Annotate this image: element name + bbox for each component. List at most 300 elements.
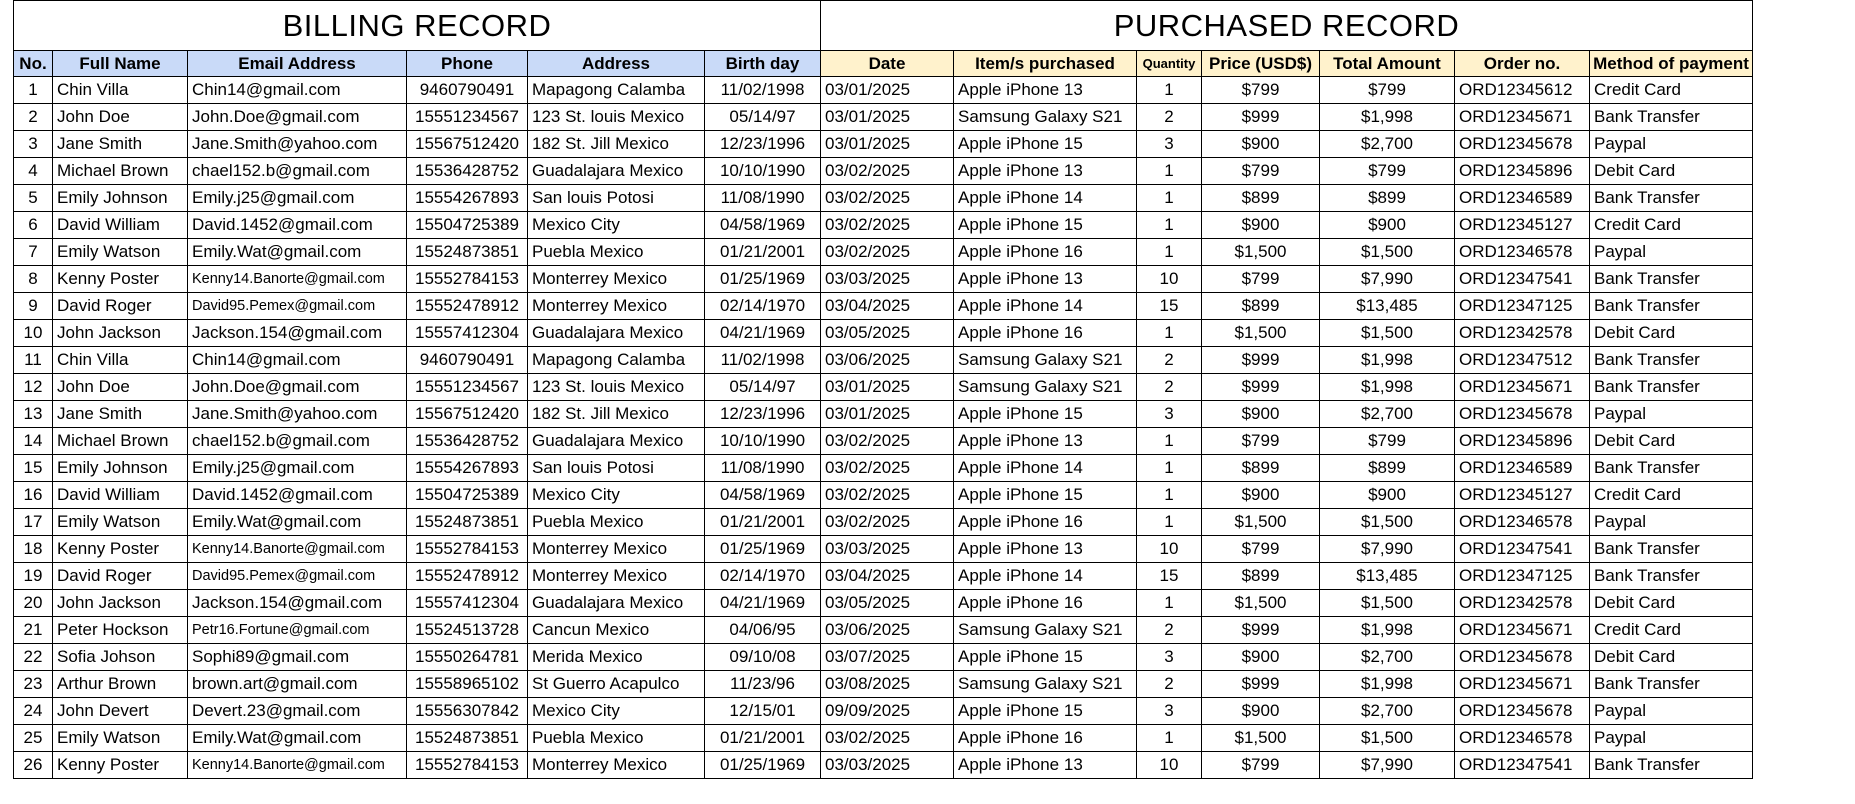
cell-price[interactable]: $799 [1202, 77, 1320, 104]
cell-address[interactable]: Monterrey Mexico [528, 752, 705, 779]
cell-order-no[interactable]: ORD12345671 [1455, 671, 1590, 698]
cell-email[interactable]: Jackson.154@gmail.com [188, 320, 407, 347]
cell-item-purchased[interactable]: Apple iPhone 13 [954, 77, 1137, 104]
cell-quantity[interactable]: 2 [1137, 104, 1202, 131]
cell-birth-day[interactable]: 04/58/1969 [705, 482, 821, 509]
cell-date[interactable]: 09/09/2025 [821, 698, 954, 725]
cell-birth-day[interactable]: 12/23/1996 [705, 401, 821, 428]
cell-full-name[interactable]: Kenny Poster [53, 752, 188, 779]
cell-phone[interactable]: 15557412304 [407, 320, 528, 347]
cell-date[interactable]: 03/02/2025 [821, 725, 954, 752]
cell-date[interactable]: 03/02/2025 [821, 482, 954, 509]
cell-quantity[interactable]: 1 [1137, 509, 1202, 536]
cell-full-name[interactable]: John Doe [53, 104, 188, 131]
cell-date[interactable]: 03/04/2025 [821, 293, 954, 320]
cell-item-purchased[interactable]: Apple iPhone 16 [954, 239, 1137, 266]
cell-item-purchased[interactable]: Apple iPhone 14 [954, 563, 1137, 590]
cell-birth-day[interactable]: 10/10/1990 [705, 428, 821, 455]
cell-price[interactable]: $799 [1202, 266, 1320, 293]
cell-email[interactable]: Emily.Wat@gmail.com [188, 725, 407, 752]
cell-email[interactable]: Petr16.Fortune@gmail.com [188, 617, 407, 644]
cell-order-no[interactable]: ORD12345127 [1455, 482, 1590, 509]
cell-item-purchased[interactable]: Samsung Galaxy S21 [954, 104, 1137, 131]
cell-quantity[interactable]: 10 [1137, 266, 1202, 293]
cell-no[interactable]: 3 [14, 131, 53, 158]
cell-phone[interactable]: 15552784153 [407, 266, 528, 293]
cell-address[interactable]: Merida Mexico [528, 644, 705, 671]
cell-total-amount[interactable]: $2,700 [1320, 131, 1455, 158]
cell-item-purchased[interactable]: Samsung Galaxy S21 [954, 347, 1137, 374]
cell-price[interactable]: $899 [1202, 455, 1320, 482]
cell-order-no[interactable]: ORD12347512 [1455, 347, 1590, 374]
cell-phone[interactable]: 15567512420 [407, 401, 528, 428]
cell-quantity[interactable]: 1 [1137, 158, 1202, 185]
cell-full-name[interactable]: John Doe [53, 374, 188, 401]
cell-no[interactable]: 9 [14, 293, 53, 320]
header-order-no[interactable]: Order no. [1455, 51, 1590, 77]
cell-date[interactable]: 03/03/2025 [821, 266, 954, 293]
cell-full-name[interactable]: Arthur Brown [53, 671, 188, 698]
cell-email[interactable]: Chin14@gmail.com [188, 347, 407, 374]
cell-quantity[interactable]: 3 [1137, 644, 1202, 671]
cell-no[interactable]: 16 [14, 482, 53, 509]
cell-item-purchased[interactable]: Apple iPhone 14 [954, 455, 1137, 482]
cell-method-of-payment[interactable]: Paypal [1590, 509, 1753, 536]
header-phone[interactable]: Phone [407, 51, 528, 77]
cell-method-of-payment[interactable]: Paypal [1590, 401, 1753, 428]
cell-birth-day[interactable]: 02/14/1970 [705, 293, 821, 320]
cell-full-name[interactable]: Jane Smith [53, 401, 188, 428]
cell-email[interactable]: Emily.j25@gmail.com [188, 185, 407, 212]
header-total-amount[interactable]: Total Amount [1320, 51, 1455, 77]
cell-full-name[interactable]: Peter Hockson [53, 617, 188, 644]
cell-full-name[interactable]: Jane Smith [53, 131, 188, 158]
cell-address[interactable]: St Guerro Acapulco [528, 671, 705, 698]
cell-order-no[interactable]: ORD12346578 [1455, 725, 1590, 752]
cell-order-no[interactable]: ORD12345127 [1455, 212, 1590, 239]
cell-total-amount[interactable]: $799 [1320, 77, 1455, 104]
cell-quantity[interactable]: 1 [1137, 590, 1202, 617]
cell-method-of-payment[interactable]: Paypal [1590, 698, 1753, 725]
cell-total-amount[interactable]: $900 [1320, 482, 1455, 509]
cell-total-amount[interactable]: $7,990 [1320, 752, 1455, 779]
cell-full-name[interactable]: David Roger [53, 563, 188, 590]
cell-order-no[interactable]: ORD12345678 [1455, 401, 1590, 428]
cell-item-purchased[interactable]: Apple iPhone 15 [954, 698, 1137, 725]
cell-date[interactable]: 03/01/2025 [821, 77, 954, 104]
cell-phone[interactable]: 15558965102 [407, 671, 528, 698]
cell-total-amount[interactable]: $1,500 [1320, 509, 1455, 536]
cell-phone[interactable]: 15524873851 [407, 239, 528, 266]
cell-order-no[interactable]: ORD12345671 [1455, 374, 1590, 401]
cell-order-no[interactable]: ORD12342578 [1455, 590, 1590, 617]
cell-quantity[interactable]: 10 [1137, 536, 1202, 563]
cell-email[interactable]: Sophi89@gmail.com [188, 644, 407, 671]
cell-address[interactable]: 182 St. Jill Mexico [528, 131, 705, 158]
cell-email[interactable]: Kenny14.Banorte@gmail.com [188, 752, 407, 779]
cell-birth-day[interactable]: 02/14/1970 [705, 563, 821, 590]
cell-phone[interactable]: 15504725389 [407, 212, 528, 239]
cell-full-name[interactable]: David William [53, 482, 188, 509]
cell-birth-day[interactable]: 05/14/97 [705, 374, 821, 401]
cell-order-no[interactable]: ORD12345678 [1455, 698, 1590, 725]
cell-price[interactable]: $900 [1202, 131, 1320, 158]
cell-date[interactable]: 03/02/2025 [821, 239, 954, 266]
cell-phone[interactable]: 9460790491 [407, 347, 528, 374]
cell-no[interactable]: 14 [14, 428, 53, 455]
cell-item-purchased[interactable]: Apple iPhone 15 [954, 131, 1137, 158]
cell-address[interactable]: Mapagong Calamba [528, 77, 705, 104]
cell-birth-day[interactable]: 11/02/1998 [705, 77, 821, 104]
cell-total-amount[interactable]: $7,990 [1320, 266, 1455, 293]
cell-no[interactable]: 23 [14, 671, 53, 698]
cell-order-no[interactable]: ORD12345896 [1455, 428, 1590, 455]
cell-address[interactable]: Monterrey Mexico [528, 293, 705, 320]
cell-item-purchased[interactable]: Apple iPhone 16 [954, 509, 1137, 536]
cell-no[interactable]: 4 [14, 158, 53, 185]
cell-quantity[interactable]: 1 [1137, 185, 1202, 212]
cell-birth-day[interactable]: 09/10/08 [705, 644, 821, 671]
cell-item-purchased[interactable]: Samsung Galaxy S21 [954, 617, 1137, 644]
cell-item-purchased[interactable]: Apple iPhone 13 [954, 158, 1137, 185]
cell-birth-day[interactable]: 01/21/2001 [705, 239, 821, 266]
cell-birth-day[interactable]: 04/06/95 [705, 617, 821, 644]
cell-quantity[interactable]: 15 [1137, 563, 1202, 590]
cell-item-purchased[interactable]: Apple iPhone 13 [954, 752, 1137, 779]
header-address[interactable]: Address [528, 51, 705, 77]
cell-full-name[interactable]: Michael Brown [53, 158, 188, 185]
cell-quantity[interactable]: 1 [1137, 212, 1202, 239]
cell-total-amount[interactable]: $1,998 [1320, 374, 1455, 401]
cell-phone[interactable]: 15556307842 [407, 698, 528, 725]
cell-total-amount[interactable]: $1,500 [1320, 590, 1455, 617]
cell-no[interactable]: 19 [14, 563, 53, 590]
cell-quantity[interactable]: 3 [1137, 131, 1202, 158]
cell-total-amount[interactable]: $1,500 [1320, 239, 1455, 266]
cell-full-name[interactable]: John Devert [53, 698, 188, 725]
cell-address[interactable]: Puebla Mexico [528, 239, 705, 266]
cell-method-of-payment[interactable]: Bank Transfer [1590, 563, 1753, 590]
cell-no[interactable]: 18 [14, 536, 53, 563]
cell-no[interactable]: 5 [14, 185, 53, 212]
cell-full-name[interactable]: Sofia Johson [53, 644, 188, 671]
cell-full-name[interactable]: Emily Watson [53, 239, 188, 266]
cell-email[interactable]: Kenny14.Banorte@gmail.com [188, 266, 407, 293]
cell-total-amount[interactable]: $1,998 [1320, 347, 1455, 374]
cell-address[interactable]: Puebla Mexico [528, 725, 705, 752]
cell-total-amount[interactable]: $13,485 [1320, 563, 1455, 590]
cell-date[interactable]: 03/02/2025 [821, 509, 954, 536]
cell-total-amount[interactable]: $899 [1320, 185, 1455, 212]
cell-no[interactable]: 6 [14, 212, 53, 239]
cell-email[interactable]: brown.art@gmail.com [188, 671, 407, 698]
cell-total-amount[interactable]: $1,998 [1320, 671, 1455, 698]
cell-full-name[interactable]: Emily Watson [53, 725, 188, 752]
cell-no[interactable]: 22 [14, 644, 53, 671]
cell-email[interactable]: David95.Pemex@gmail.com [188, 563, 407, 590]
cell-price[interactable]: $900 [1202, 482, 1320, 509]
header-items-purchased[interactable]: Item/s purchased [954, 51, 1137, 77]
cell-birth-day[interactable]: 04/21/1969 [705, 590, 821, 617]
cell-date[interactable]: 03/06/2025 [821, 347, 954, 374]
cell-total-amount[interactable]: $799 [1320, 428, 1455, 455]
cell-email[interactable]: chael152.b@gmail.com [188, 158, 407, 185]
cell-full-name[interactable]: Kenny Poster [53, 266, 188, 293]
cell-price[interactable]: $799 [1202, 428, 1320, 455]
cell-phone[interactable]: 15550264781 [407, 644, 528, 671]
cell-phone[interactable]: 15536428752 [407, 158, 528, 185]
cell-address[interactable]: Mexico City [528, 212, 705, 239]
cell-method-of-payment[interactable]: Bank Transfer [1590, 671, 1753, 698]
cell-price[interactable]: $1,500 [1202, 320, 1320, 347]
cell-date[interactable]: 03/03/2025 [821, 536, 954, 563]
cell-full-name[interactable]: John Jackson [53, 320, 188, 347]
cell-phone[interactable]: 15552478912 [407, 563, 528, 590]
cell-phone[interactable]: 15552784153 [407, 752, 528, 779]
cell-date[interactable]: 03/08/2025 [821, 671, 954, 698]
cell-birth-day[interactable]: 01/21/2001 [705, 725, 821, 752]
cell-phone[interactable]: 15524873851 [407, 509, 528, 536]
cell-date[interactable]: 03/01/2025 [821, 401, 954, 428]
cell-total-amount[interactable]: $799 [1320, 158, 1455, 185]
cell-price[interactable]: $1,500 [1202, 239, 1320, 266]
cell-address[interactable]: San louis Potosi [528, 455, 705, 482]
cell-method-of-payment[interactable]: Bank Transfer [1590, 752, 1753, 779]
cell-date[interactable]: 03/02/2025 [821, 455, 954, 482]
cell-address[interactable]: 123 St. louis Mexico [528, 374, 705, 401]
cell-email[interactable]: John.Doe@gmail.com [188, 374, 407, 401]
cell-phone[interactable]: 15554267893 [407, 185, 528, 212]
cell-no[interactable]: 12 [14, 374, 53, 401]
cell-address[interactable]: Guadalajara Mexico [528, 158, 705, 185]
cell-method-of-payment[interactable]: Debit Card [1590, 428, 1753, 455]
cell-email[interactable]: Chin14@gmail.com [188, 77, 407, 104]
cell-date[interactable]: 03/02/2025 [821, 212, 954, 239]
cell-method-of-payment[interactable]: Bank Transfer [1590, 374, 1753, 401]
cell-address[interactable]: Cancun Mexico [528, 617, 705, 644]
cell-date[interactable]: 03/05/2025 [821, 320, 954, 347]
cell-order-no[interactable]: ORD12346578 [1455, 509, 1590, 536]
cell-email[interactable]: Emily.j25@gmail.com [188, 455, 407, 482]
cell-method-of-payment[interactable]: Credit Card [1590, 212, 1753, 239]
cell-birth-day[interactable]: 01/21/2001 [705, 509, 821, 536]
cell-order-no[interactable]: ORD12347541 [1455, 266, 1590, 293]
cell-price[interactable]: $999 [1202, 347, 1320, 374]
cell-method-of-payment[interactable]: Credit Card [1590, 617, 1753, 644]
cell-birth-day[interactable]: 10/10/1990 [705, 158, 821, 185]
cell-method-of-payment[interactable]: Debit Card [1590, 320, 1753, 347]
cell-full-name[interactable]: Emily Johnson [53, 455, 188, 482]
cell-method-of-payment[interactable]: Paypal [1590, 725, 1753, 752]
cell-order-no[interactable]: ORD12342578 [1455, 320, 1590, 347]
cell-email[interactable]: Jane.Smith@yahoo.com [188, 401, 407, 428]
cell-address[interactable]: Mexico City [528, 482, 705, 509]
cell-price[interactable]: $999 [1202, 104, 1320, 131]
cell-birth-day[interactable]: 04/21/1969 [705, 320, 821, 347]
cell-price[interactable]: $900 [1202, 698, 1320, 725]
cell-birth-day[interactable]: 11/23/96 [705, 671, 821, 698]
cell-date[interactable]: 03/04/2025 [821, 563, 954, 590]
cell-total-amount[interactable]: $2,700 [1320, 698, 1455, 725]
cell-item-purchased[interactable]: Apple iPhone 16 [954, 725, 1137, 752]
cell-item-purchased[interactable]: Apple iPhone 13 [954, 536, 1137, 563]
cell-address[interactable]: San louis Potosi [528, 185, 705, 212]
cell-email[interactable]: Devert.23@gmail.com [188, 698, 407, 725]
cell-quantity[interactable]: 1 [1137, 455, 1202, 482]
cell-item-purchased[interactable]: Apple iPhone 16 [954, 590, 1137, 617]
cell-date[interactable]: 03/01/2025 [821, 131, 954, 158]
cell-quantity[interactable]: 10 [1137, 752, 1202, 779]
cell-method-of-payment[interactable]: Bank Transfer [1590, 104, 1753, 131]
cell-quantity[interactable]: 15 [1137, 293, 1202, 320]
cell-price[interactable]: $899 [1202, 185, 1320, 212]
cell-method-of-payment[interactable]: Debit Card [1590, 158, 1753, 185]
cell-quantity[interactable]: 1 [1137, 320, 1202, 347]
cell-email[interactable]: Emily.Wat@gmail.com [188, 239, 407, 266]
cell-price[interactable]: $799 [1202, 536, 1320, 563]
cell-phone[interactable]: 15551234567 [407, 374, 528, 401]
cell-no[interactable]: 17 [14, 509, 53, 536]
header-price[interactable]: Price (USD$) [1202, 51, 1320, 77]
cell-no[interactable]: 21 [14, 617, 53, 644]
cell-full-name[interactable]: Michael Brown [53, 428, 188, 455]
cell-quantity[interactable]: 1 [1137, 239, 1202, 266]
cell-price[interactable]: $999 [1202, 374, 1320, 401]
cell-quantity[interactable]: 2 [1137, 671, 1202, 698]
cell-order-no[interactable]: ORD12347541 [1455, 752, 1590, 779]
cell-address[interactable]: Monterrey Mexico [528, 563, 705, 590]
cell-date[interactable]: 03/01/2025 [821, 104, 954, 131]
cell-order-no[interactable]: ORD12345896 [1455, 158, 1590, 185]
cell-address[interactable]: Guadalajara Mexico [528, 590, 705, 617]
cell-no[interactable]: 15 [14, 455, 53, 482]
cell-phone[interactable]: 15504725389 [407, 482, 528, 509]
cell-phone[interactable]: 15552478912 [407, 293, 528, 320]
cell-phone[interactable]: 15552784153 [407, 536, 528, 563]
cell-price[interactable]: $899 [1202, 293, 1320, 320]
cell-date[interactable]: 03/02/2025 [821, 158, 954, 185]
cell-total-amount[interactable]: $2,700 [1320, 401, 1455, 428]
cell-full-name[interactable]: Kenny Poster [53, 536, 188, 563]
cell-item-purchased[interactable]: Samsung Galaxy S21 [954, 374, 1137, 401]
cell-address[interactable]: 182 St. Jill Mexico [528, 401, 705, 428]
cell-method-of-payment[interactable]: Credit Card [1590, 77, 1753, 104]
cell-order-no[interactable]: ORD12345612 [1455, 77, 1590, 104]
cell-method-of-payment[interactable]: Bank Transfer [1590, 455, 1753, 482]
cell-method-of-payment[interactable]: Debit Card [1590, 644, 1753, 671]
cell-method-of-payment[interactable]: Bank Transfer [1590, 185, 1753, 212]
cell-address[interactable]: Mapagong Calamba [528, 347, 705, 374]
cell-order-no[interactable]: ORD12347541 [1455, 536, 1590, 563]
cell-price[interactable]: $999 [1202, 671, 1320, 698]
cell-birth-day[interactable]: 12/23/1996 [705, 131, 821, 158]
cell-birth-day[interactable]: 11/08/1990 [705, 185, 821, 212]
cell-quantity[interactable]: 2 [1137, 374, 1202, 401]
cell-no[interactable]: 11 [14, 347, 53, 374]
cell-price[interactable]: $999 [1202, 617, 1320, 644]
cell-quantity[interactable]: 1 [1137, 77, 1202, 104]
cell-full-name[interactable]: John Jackson [53, 590, 188, 617]
cell-birth-day[interactable]: 12/15/01 [705, 698, 821, 725]
cell-date[interactable]: 03/03/2025 [821, 752, 954, 779]
cell-item-purchased[interactable]: Apple iPhone 14 [954, 185, 1137, 212]
cell-email[interactable]: chael152.b@gmail.com [188, 428, 407, 455]
cell-birth-day[interactable]: 01/25/1969 [705, 536, 821, 563]
header-quantity[interactable]: Quantity [1137, 51, 1202, 77]
cell-email[interactable]: Emily.Wat@gmail.com [188, 509, 407, 536]
header-no[interactable]: No. [14, 51, 53, 77]
cell-order-no[interactable]: ORD12345678 [1455, 131, 1590, 158]
cell-full-name[interactable]: Chin Villa [53, 77, 188, 104]
cell-item-purchased[interactable]: Apple iPhone 14 [954, 293, 1137, 320]
cell-item-purchased[interactable]: Apple iPhone 15 [954, 644, 1137, 671]
cell-order-no[interactable]: ORD12347125 [1455, 563, 1590, 590]
cell-birth-day[interactable]: 01/25/1969 [705, 266, 821, 293]
cell-address[interactable]: Guadalajara Mexico [528, 428, 705, 455]
cell-order-no[interactable]: ORD12345671 [1455, 617, 1590, 644]
cell-order-no[interactable]: ORD12345671 [1455, 104, 1590, 131]
cell-quantity[interactable]: 3 [1137, 401, 1202, 428]
cell-full-name[interactable]: Emily Watson [53, 509, 188, 536]
cell-address[interactable]: Monterrey Mexico [528, 536, 705, 563]
cell-address[interactable]: Monterrey Mexico [528, 266, 705, 293]
cell-address[interactable]: Mexico City [528, 698, 705, 725]
cell-no[interactable]: 20 [14, 590, 53, 617]
cell-email[interactable]: David95.Pemex@gmail.com [188, 293, 407, 320]
cell-address[interactable]: Guadalajara Mexico [528, 320, 705, 347]
cell-method-of-payment[interactable]: Debit Card [1590, 590, 1753, 617]
cell-item-purchased[interactable]: Apple iPhone 15 [954, 212, 1137, 239]
cell-full-name[interactable]: Emily Johnson [53, 185, 188, 212]
cell-total-amount[interactable]: $1,500 [1320, 320, 1455, 347]
header-method-of-payment[interactable]: Method of payment [1590, 51, 1753, 77]
cell-quantity[interactable]: 1 [1137, 428, 1202, 455]
cell-address[interactable]: 123 St. louis Mexico [528, 104, 705, 131]
cell-method-of-payment[interactable]: Bank Transfer [1590, 536, 1753, 563]
cell-address[interactable]: Puebla Mexico [528, 509, 705, 536]
cell-no[interactable]: 10 [14, 320, 53, 347]
cell-method-of-payment[interactable]: Bank Transfer [1590, 347, 1753, 374]
cell-price[interactable]: $900 [1202, 644, 1320, 671]
cell-birth-day[interactable]: 05/14/97 [705, 104, 821, 131]
cell-email[interactable]: John.Doe@gmail.com [188, 104, 407, 131]
cell-no[interactable]: 1 [14, 77, 53, 104]
cell-price[interactable]: $1,500 [1202, 590, 1320, 617]
cell-phone[interactable]: 15551234567 [407, 104, 528, 131]
cell-no[interactable]: 25 [14, 725, 53, 752]
cell-phone[interactable]: 15554267893 [407, 455, 528, 482]
cell-date[interactable]: 03/02/2025 [821, 185, 954, 212]
cell-phone[interactable]: 15557412304 [407, 590, 528, 617]
cell-date[interactable]: 03/06/2025 [821, 617, 954, 644]
cell-full-name[interactable]: David Roger [53, 293, 188, 320]
cell-item-purchased[interactable]: Apple iPhone 15 [954, 482, 1137, 509]
cell-quantity[interactable]: 3 [1137, 698, 1202, 725]
cell-order-no[interactable]: ORD12345678 [1455, 644, 1590, 671]
cell-item-purchased[interactable]: Samsung Galaxy S21 [954, 671, 1137, 698]
cell-total-amount[interactable]: $1,998 [1320, 617, 1455, 644]
cell-no[interactable]: 2 [14, 104, 53, 131]
cell-no[interactable]: 26 [14, 752, 53, 779]
cell-quantity[interactable]: 2 [1137, 347, 1202, 374]
cell-phone[interactable]: 15524513728 [407, 617, 528, 644]
cell-price[interactable]: $1,500 [1202, 509, 1320, 536]
cell-phone[interactable]: 9460790491 [407, 77, 528, 104]
header-full-name[interactable]: Full Name [53, 51, 188, 77]
cell-total-amount[interactable]: $1,998 [1320, 104, 1455, 131]
cell-total-amount[interactable]: $1,500 [1320, 725, 1455, 752]
cell-birth-day[interactable]: 11/08/1990 [705, 455, 821, 482]
